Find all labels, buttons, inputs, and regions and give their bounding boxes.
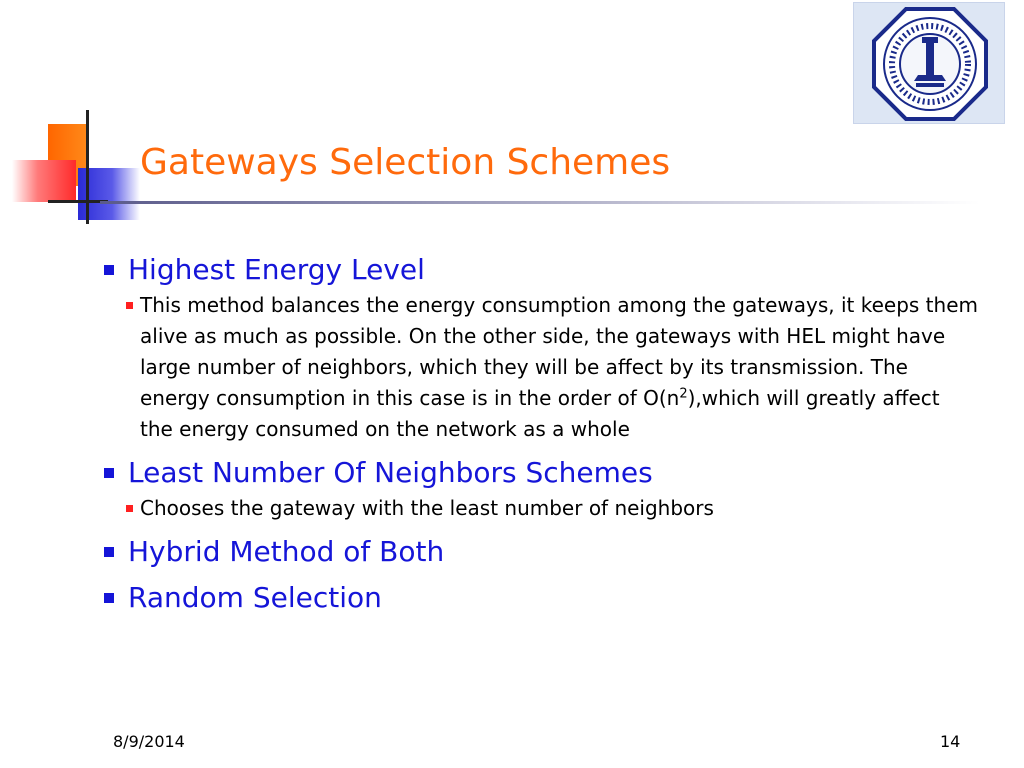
bullet-least-number-of-neighbors (100, 455, 1000, 491)
university-logo (853, 2, 1005, 124)
square-bullet-icon (104, 593, 114, 603)
bullet-text: Highest Energy Level (128, 253, 425, 286)
square-bullet-icon (104, 265, 114, 275)
bullet-random-selection (100, 580, 1000, 616)
footer-date: 8/9/2014 (113, 732, 185, 751)
sub-bullet-text-part1: This method balances the energy consumption among the gateways, it keeps them alive as much as possible. On the other side, the gateways with HEL might have large number of neighbors, which they will be affect by its transmission. The energy consumption in this case is in the order of O(n (140, 293, 978, 410)
square-bullet-icon (104, 468, 114, 478)
small-square-bullet-icon (126, 505, 133, 512)
decor-vertical-line (86, 110, 89, 224)
sub-bullet-text-part2: ),which will greatly affect the energy consumed on the network as a whole (140, 386, 940, 441)
university-seal-icon (868, 3, 992, 125)
square-bullet-icon (104, 547, 114, 557)
slide-title: Gateways Selection Schemes (140, 142, 671, 183)
superscript-exponent: 2 (679, 386, 688, 402)
bullet-text: Random Selection (128, 581, 382, 614)
title-underline (100, 201, 980, 204)
bullet-text: Least Number Of Neighbors Schemes (128, 456, 653, 489)
page-number: 14 (940, 732, 961, 751)
decor-horizontal-line (48, 200, 108, 203)
decor-red-block (12, 160, 76, 202)
sub-bullet-chooses-gateway (140, 493, 978, 524)
small-square-bullet-icon (126, 302, 133, 309)
bullet-text: Hybrid Method of Both (128, 535, 445, 568)
bullet-hybrid-method (100, 534, 1000, 570)
sub-bullet-text: Chooses the gateway with the least number of neighbors (140, 496, 714, 520)
bullet-highest-energy-level (100, 252, 1000, 288)
sub-bullet-hel-description (140, 290, 978, 445)
slide-content (100, 252, 1000, 616)
